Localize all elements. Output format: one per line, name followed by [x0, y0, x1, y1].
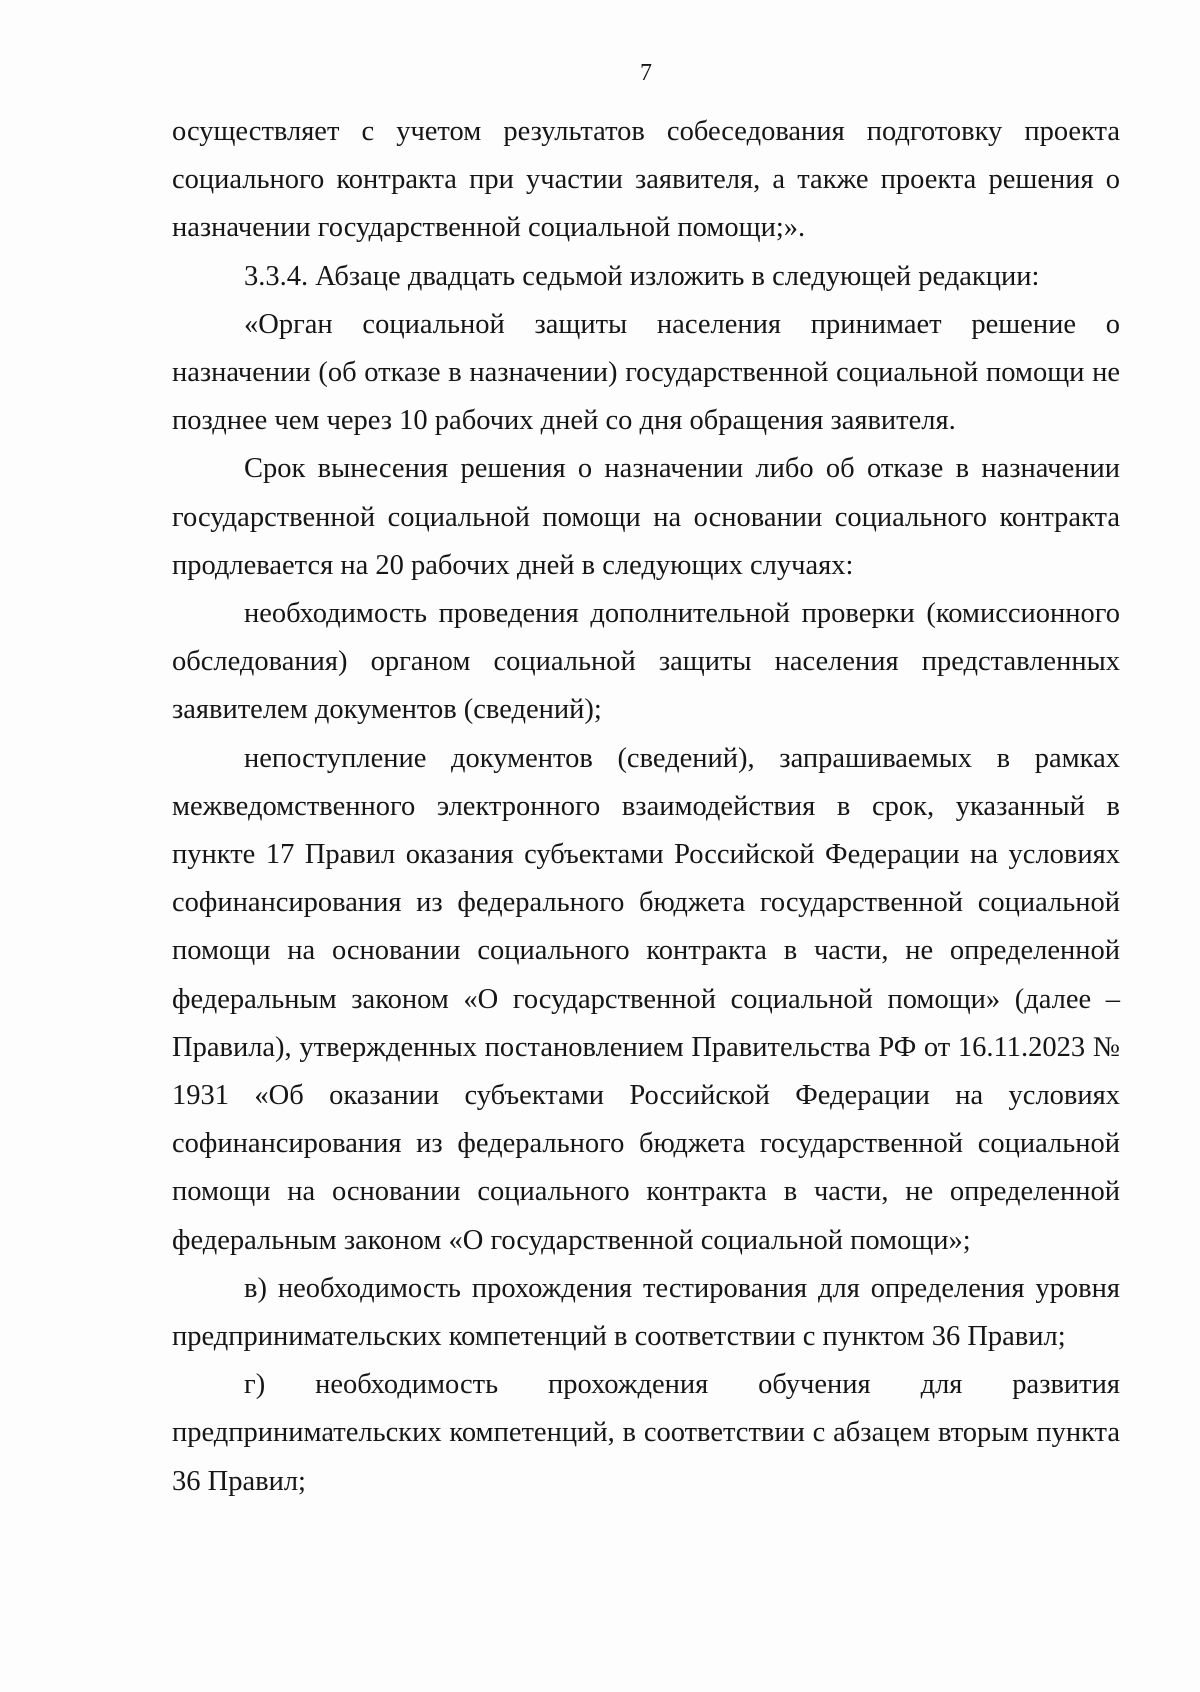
paragraph-5: необходимость проведения дополнительной проверки (комиссионного обследования) органом социальной защиты населения представленных заявителем документов (сведений);: [172, 598, 1120, 726]
paragraph-6: непоступление документов (сведений), запрашиваемых в рамках межведомственного электронного взаимодействия в срок, указанный в пункте 17 Правил оказания субъектами Российской Федерации на условиях софинансирования из федерального бюджета государственной социальной помощи на основании социального контракта в части, не определенной федеральным законом «О государственной социальной помощи» (далее – Правила), утвержденных постановлением Правительства РФ от 16.11.2023 № 1931 «Об оказании субъектами Российской Федерации на условиях софинансирования из федерального бюджета государственной социальной помощи на основании социального контракта в части, не определенной федеральным законом «О государственной социальной помощи»;: [172, 742, 1120, 1256]
paragraph-4: Срок вынесения решения о назначении либо об отказе в назначении государственной социальной помощи на основании социального контракта продлевается на 20 рабочих дней в следующих случаях:: [172, 453, 1120, 581]
paragraph-3: «Орган социальной защиты населения принимает решение о назначении (об отказе в назначении) государственной социальной помощи не позднее чем через 10 рабочих дней со дня обращения заявителя.: [172, 308, 1120, 437]
paragraph-2: 3.3.4. Абзаце двадцать седьмой изложить в следующей редакции:: [244, 260, 1040, 292]
paragraph-1: осуществляет с учетом результатов собеседования подготовку проекта социального контракта при участии заявителя, а также проекта решения о назначении государственной социальной помощи;».: [172, 116, 1120, 244]
page-number: 7: [640, 60, 652, 86]
paragraph-8: г) необходимость прохождения обучения для развития предпринимательских компетенций, в соответствии с абзацем вторым пункта 36 Правил;: [172, 1369, 1120, 1497]
document-body: [172, 108, 1120, 1506]
paragraph-7: в) необходимость прохождения тестирования для определения уровня предпринимательских компетенций в соответствии с пунктом 36 Правил;: [172, 1272, 1120, 1353]
